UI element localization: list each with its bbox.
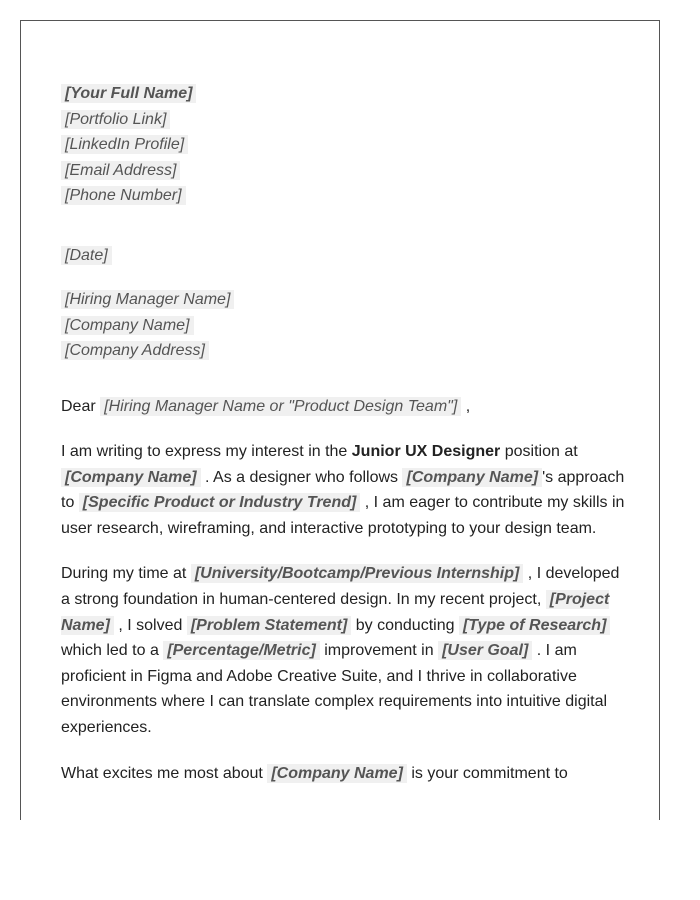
paragraph-experience: During my time at [University/Bootcamp/Previous Internship] , I developed a strong foundation in human-centered design. In my recent project, [Project Name] , I solved [Problem Statement] by conducting [Type of Research] which led to a [Percentage/Metric] improvement in [User Goal] . I am proficient in Figma and Adobe Creative Suite, and I thrive in collaborative environments where I can translate complex requirements into intuitive digital experiences. xyxy=(61,565,620,737)
company-name-placeholder[interactable]: [Company Name] xyxy=(61,316,194,335)
project-placeholder[interactable]: [Project Name] xyxy=(61,591,610,634)
date-placeholder[interactable]: [Date] xyxy=(61,246,112,265)
user-goal-placeholder[interactable]: [User Goal] xyxy=(438,641,532,660)
trend-placeholder[interactable]: [Specific Product or Industry Trend] xyxy=(79,493,361,512)
salutation: Dear [Hiring Manager Name or "Product Design Team"] , xyxy=(61,397,471,415)
email-placeholder[interactable]: [Email Address] xyxy=(61,161,180,180)
letter-content xyxy=(61,81,631,786)
salutation-name-placeholder[interactable]: [Hiring Manager Name or "Product Design Team"] xyxy=(100,397,461,416)
letter-page xyxy=(20,20,660,820)
sender-name-placeholder[interactable]: [Your Full Name] xyxy=(61,84,196,103)
company-address-placeholder[interactable]: [Company Address] xyxy=(61,341,209,360)
metric-placeholder[interactable]: [Percentage/Metric] xyxy=(163,641,320,660)
school-placeholder[interactable]: [University/Bootcamp/Previous Internship] xyxy=(191,564,524,583)
company-name-placeholder[interactable]: [Company Name] xyxy=(402,468,542,487)
role-title: Junior UX Designer xyxy=(351,443,501,461)
hiring-manager-placeholder[interactable]: [Hiring Manager Name] xyxy=(61,290,234,309)
company-name-placeholder[interactable]: [Company Name] xyxy=(267,764,407,783)
recipient-block xyxy=(61,287,631,364)
sender-block xyxy=(61,81,631,209)
problem-placeholder[interactable]: [Problem Statement] xyxy=(187,616,351,635)
company-name-placeholder[interactable]: [Company Name] xyxy=(61,468,201,487)
linkedin-placeholder[interactable]: [LinkedIn Profile] xyxy=(61,135,188,154)
phone-placeholder[interactable]: [Phone Number] xyxy=(61,186,186,205)
date-line xyxy=(61,243,631,269)
paragraph-intro: I am writing to express my interest in the Junior UX Designer position at [Company Name] . As a designer who follows [Company Name] 's approach to [Specific Product or Industry Trend] , I am eager to contribute my skills in user research, wireframing, and interactive prototyping to your design team. xyxy=(61,443,625,537)
paragraph-closing: What excites me most about [Company Name] is your commitment to xyxy=(61,764,568,782)
research-placeholder[interactable]: [Type of Research] xyxy=(459,616,610,635)
portfolio-placeholder[interactable]: [Portfolio Link] xyxy=(61,110,170,129)
